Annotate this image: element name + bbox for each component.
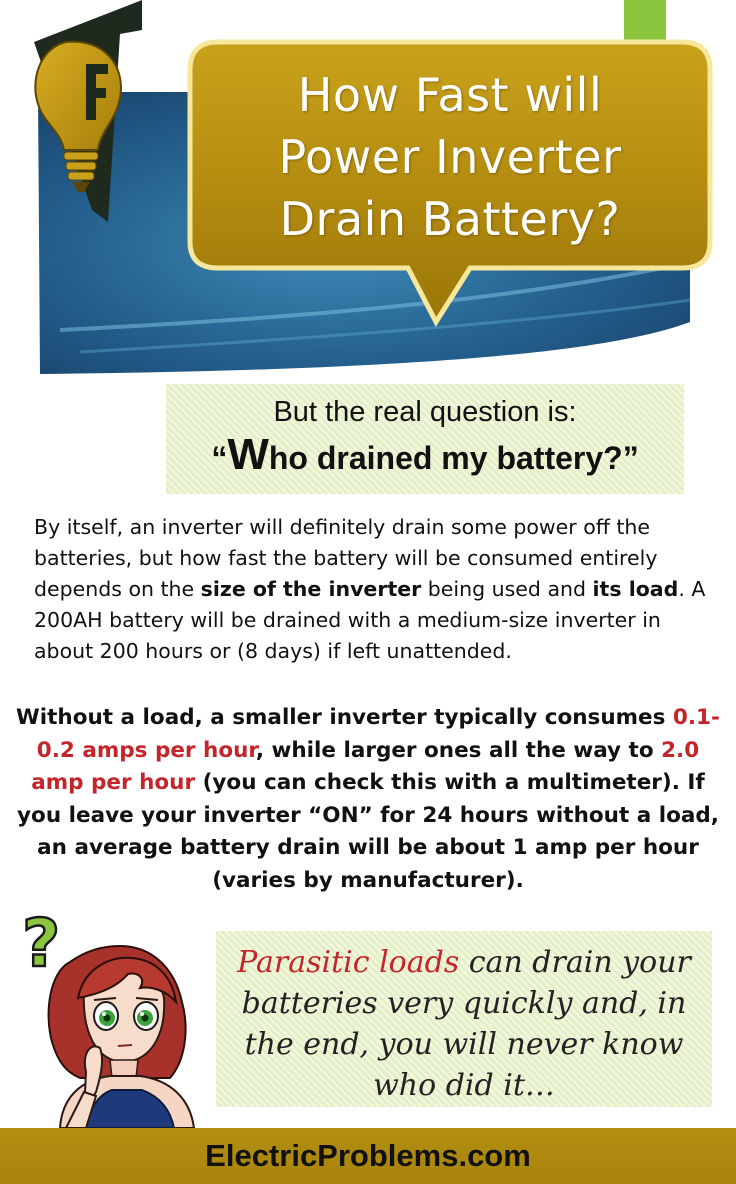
question-intro: But the real question is: bbox=[273, 396, 577, 428]
para2-text-3: (you can check this with a multimeter). If you leave your inverter “ON” for 24 hours without a load, an average battery drain will be about 1 amp per hour (varies by manufacturer). bbox=[17, 770, 719, 893]
para2-text-2: , while larger ones all the way to bbox=[255, 737, 662, 763]
para1-bold-2: its load bbox=[592, 577, 679, 601]
question-rest: ho drained my battery?” bbox=[268, 440, 639, 476]
consumption-paragraph bbox=[14, 702, 722, 897]
title-line-2: Power Inverter bbox=[278, 130, 622, 184]
parasitic-loads-text: can drain your batteries very quickly and, in the end, you will never know who did it… bbox=[241, 945, 691, 1103]
title-line-1: How Fast will bbox=[297, 68, 603, 122]
para1-text-3: . A 200AH battery will be drained with a medium-size inverter in about 200 hours or (8 days) if left unattended. bbox=[34, 577, 706, 663]
question-box bbox=[166, 384, 684, 494]
big-letter: W bbox=[227, 430, 269, 479]
para2-text-1: Without a load, a smaller inverter typically consumes bbox=[16, 705, 673, 730]
para2-highlight-2: 2.0 amp per hour bbox=[31, 737, 700, 795]
para1-text-1: By itself, an inverter will definitely drain some power off the batteries, but how fast the battery will be consumed entirely depends on the bbox=[34, 515, 658, 601]
para2-highlight-1: 0.1-0.2 amps per hour bbox=[36, 705, 720, 763]
page-title bbox=[200, 64, 700, 250]
para1-bold-1: size of the inverter bbox=[200, 577, 422, 601]
question-mark-icon: ? bbox=[22, 905, 61, 982]
green-accent-bar bbox=[624, 0, 666, 44]
header-banner bbox=[0, 0, 736, 375]
footer-site-link[interactable]: ElectricProblems.com bbox=[0, 1128, 736, 1184]
para1-text-2: being used and bbox=[421, 577, 593, 601]
intro-paragraph bbox=[34, 512, 714, 667]
parasitic-loads-highlight: Parasitic loads bbox=[237, 945, 460, 980]
title-line-3: Drain Battery? bbox=[279, 192, 621, 246]
open-quote: “ bbox=[211, 440, 228, 476]
parasitic-loads-note bbox=[216, 931, 712, 1107]
question-headline bbox=[166, 430, 684, 480]
thinking-girl-illustration bbox=[0, 902, 220, 1128]
